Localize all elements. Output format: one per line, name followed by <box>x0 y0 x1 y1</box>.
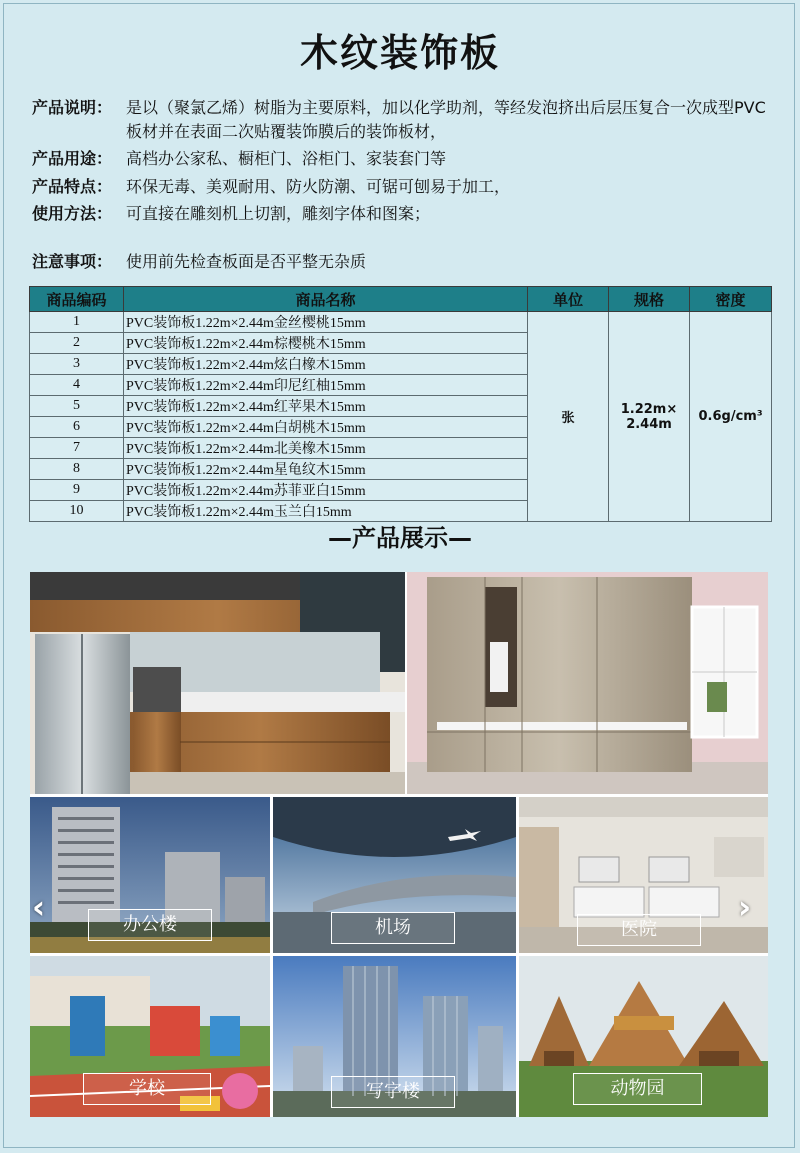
caption-office: 办公楼 <box>88 909 212 941</box>
caption-zoo: 动物园 <box>573 1073 702 1105</box>
hospital-photo <box>519 797 768 953</box>
info-description <box>32 96 772 144</box>
header-spec: 规格 <box>609 287 690 312</box>
row-code: 6 <box>30 417 124 438</box>
product-table <box>29 286 772 522</box>
info-label: 注意事项： <box>32 252 113 271</box>
info-features <box>32 175 772 199</box>
caption-writing-building: 写字楼 <box>331 1076 455 1108</box>
row-code: 5 <box>30 396 124 417</box>
info-label: 使用方法： <box>32 204 113 223</box>
kitchen-photo <box>30 572 405 794</box>
row-name: PVC装饰板1.22m×2.44m印尼红柚15mm <box>124 375 528 396</box>
row-code: 4 <box>30 375 124 396</box>
caption-airport: 机场 <box>331 912 455 944</box>
row-name: PVC装饰板1.22m×2.44m金丝樱桃15mm <box>124 312 528 333</box>
office-photo <box>30 797 270 953</box>
info-label: 产品用途： <box>32 149 113 168</box>
header-density: 密度 <box>690 287 772 312</box>
airport-photo <box>273 797 516 953</box>
header-unit: 单位 <box>528 287 609 312</box>
header-name: 商品名称 <box>124 287 528 312</box>
row-code: 9 <box>30 480 124 501</box>
row-name: PVC装饰板1.22m×2.44m北美橡木15mm <box>124 438 528 459</box>
row-code: 2 <box>30 333 124 354</box>
row-name: PVC装饰板1.22m×2.44m棕樱桃木15mm <box>124 333 528 354</box>
caption-school: 学校 <box>83 1073 211 1105</box>
prev-arrow-icon[interactable]: ‹ <box>32 888 46 926</box>
info-notes <box>32 250 772 274</box>
info-label: 产品特点： <box>32 177 113 196</box>
next-arrow-icon[interactable]: › <box>738 888 752 926</box>
info-text: 是以（聚氯乙烯）树脂为主要原料，加以化学助剂，等经发泡挤出后层压复合一次成型PVC板材并在表面二次贴覆装饰膜后的装饰板材， <box>126 98 766 141</box>
row-code: 7 <box>30 438 124 459</box>
row-name: PVC装饰板1.22m×2.44m苏菲亚白15mm <box>124 480 528 501</box>
showcase-title: —产品展示— <box>328 524 472 552</box>
writing-building-photo <box>273 956 516 1117</box>
row-code: 3 <box>30 354 124 375</box>
spec-line1: 1.22m× <box>620 401 678 417</box>
info-method <box>32 202 772 226</box>
row-name: PVC装饰板1.22m×2.44m炫白橡木15mm <box>124 354 528 375</box>
info-label: 产品说明： <box>32 98 113 117</box>
row-code: 8 <box>30 459 124 480</box>
row-code: 10 <box>30 501 124 522</box>
row-code: 1 <box>30 312 124 333</box>
table-header-row <box>30 287 772 312</box>
header-code: 商品编码 <box>30 287 124 312</box>
showcase-gallery <box>30 572 768 1117</box>
row-name: PVC装饰板1.22m×2.44m玉兰白15mm <box>124 501 528 522</box>
density-cell: 0.6g/cm³ <box>690 312 772 522</box>
unit-cell: 张 <box>528 312 609 522</box>
row-name: PVC装饰板1.22m×2.44m白胡桃木15mm <box>124 417 528 438</box>
info-text: 使用前先检查板面是否平整无杂质 <box>126 252 367 271</box>
zoo-photo <box>519 956 768 1117</box>
row-name: PVC装饰板1.22m×2.44m星龟纹木15mm <box>124 459 528 480</box>
info-text: 可直接在雕刻机上切割，雕刻字体和图案； <box>126 204 431 223</box>
info-usage <box>32 147 772 171</box>
spec-cell <box>609 312 690 522</box>
info-text: 高档办公家私、橱柜门、浴柜门、家装套门等 <box>126 149 447 168</box>
school-photo <box>30 956 270 1117</box>
row-name: PVC装饰板1.22m×2.44m红苹果木15mm <box>124 396 528 417</box>
spec-line2: 2.44m <box>626 416 672 432</box>
page-title: 木纹装饰板 <box>299 31 500 75</box>
table-row <box>30 312 772 333</box>
wardrobe-photo <box>407 572 768 794</box>
info-text: 环保无毒、美观耐用、防火防潮、可锯可刨易于加工， <box>126 177 511 196</box>
caption-hospital: 医院 <box>577 914 701 946</box>
